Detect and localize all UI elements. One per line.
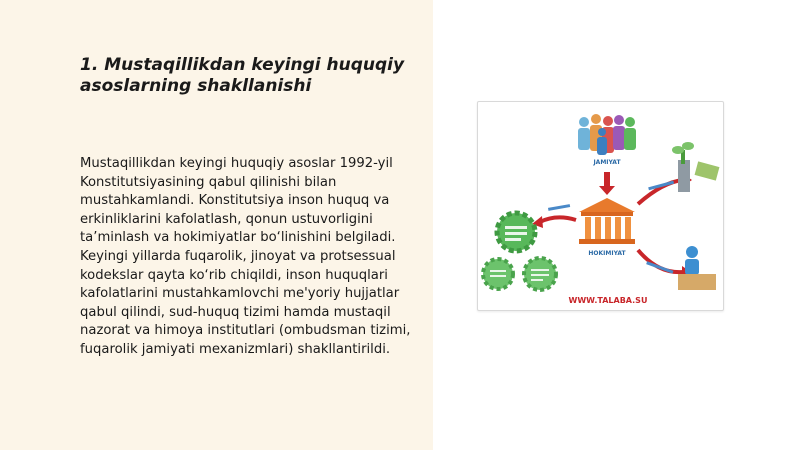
people-group-icon [578, 114, 636, 155]
society-label: JAMIYAT [593, 159, 621, 166]
money-plant-icon [672, 142, 719, 192]
society-government-diagram [477, 101, 724, 311]
curved-arrow-up-icon [638, 180, 683, 204]
gear-cluster-icon [483, 213, 556, 290]
slide-title: 1. Mustaqillikdan keyingi huquqiy asoslarning shakllanishi [80, 55, 405, 96]
down-arrow-icon [599, 172, 615, 195]
watermark-text: WWW.TALABA.SU [568, 296, 648, 305]
slide-body-text: Mustaqillikdan keyingi huquqiy asoslar 1992-yil Konstitutsiyasining qabul qilinishi bilan mustahkamlandi. Konstitutsiya inson huquq va erkinliklarini kafolatlash, qonun ustuvorligini ta’minlash va hokimiyatlar bo‘linishini belgiladi. Keyingi yillarda fuqarolik, jinoyat va protsessual kodekslar qayta ko‘rib chiqildi, inson huquqlari kafolatlarini mustahkamlovchi me'yoriy hujjatlar qabul qilindi, sud-huquq tizimi hamda mustaqil nazorat va himoya institutlari (ombudsman tizimi, fuqarolik jamiyati mexanizmlari) shakllantirildi. [80, 156, 411, 357]
arrow-text-strips [548, 181, 674, 274]
curved-arrow-left-icon [540, 217, 576, 222]
government-label: HOKIMIYAT [588, 250, 626, 257]
government-building-icon [579, 198, 635, 244]
